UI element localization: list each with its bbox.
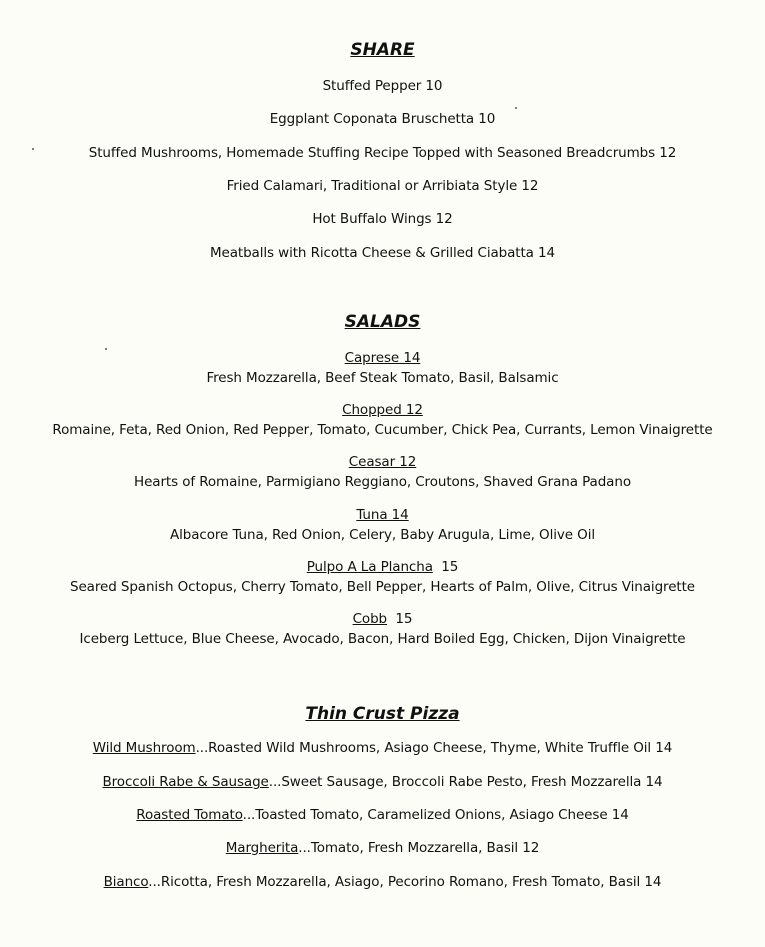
share-item-fried-calamari: Fried Calamari, Traditional or Arribiata Style 12 [226, 178, 539, 194]
pizza-name-roasted-tomato: Roasted Tomato [136, 807, 243, 823]
pizza-desc-bianco: ...Ricotta, Fresh Mozzarella, Asiago, Pecorino Romano, Fresh Tomato, Basil 14 [148, 874, 662, 890]
pizza-item-broccoli-rabe [0, 774, 765, 790]
pizza-desc-wild-mushroom: ...Roasted Wild Mushrooms, Asiago Cheese, Thyme, White Truffle Oil 14 [195, 740, 673, 756]
salad-name-tuna: Tuna 14 [356, 507, 409, 523]
share-item-stuffed-pepper: Stuffed Pepper 10 [322, 78, 443, 94]
salad-desc-chopped: Romaine, Feta, Red Onion, Red Pepper, Tomato, Cucumber, Chick Pea, Currants, Lemon Vinaigrette [52, 422, 713, 438]
pizza-desc-roasted-tomato: ...Toasted Tomato, Caramelized Onions, Asiago Cheese 14 [242, 807, 629, 823]
pizza-name-wild-mushroom: Wild Mushroom [92, 740, 196, 756]
scan-speck [32, 148, 34, 150]
salad-heading-pulpo [0, 559, 765, 575]
pizza-name-margherita: Margherita [225, 840, 299, 856]
salad-name-pulpo: Pulpo A La Plancha [306, 559, 433, 575]
share-item-stuffed-mushrooms: Stuffed Mushrooms, Homemade Stuffing Recipe Topped with Seasoned Breadcrumbs 12 [88, 145, 677, 161]
pizza-item-margherita [0, 840, 765, 856]
pizza-desc-broccoli-rabe: ...Sweet Sausage, Broccoli Rabe Pesto, Fresh Mozzarella 14 [268, 774, 663, 790]
salad-name-chopped: Chopped 12 [342, 402, 423, 418]
pizza-name-broccoli-rabe: Broccoli Rabe & Sausage [102, 774, 269, 790]
salad-name-caprese: Caprese 14 [344, 350, 421, 366]
salad-heading-cobb [0, 611, 765, 627]
salad-desc-tuna: Albacore Tuna, Red Onion, Celery, Baby Arugula, Lime, Olive Oil [169, 527, 595, 543]
scan-speck [515, 107, 517, 109]
share-item-meatballs: Meatballs with Ricotta Cheese & Grilled Ciabatta 14 [209, 245, 556, 261]
salads-section-title: SALADS [344, 312, 421, 332]
pizza-section-title: Thin Crust Pizza [305, 704, 460, 724]
pizza-desc-margherita: ...Tomato, Fresh Mozzarella, Basil 12 [298, 840, 540, 856]
share-item-buffalo-wings: Hot Buffalo Wings 12 [312, 211, 453, 227]
salad-name-ceasar: Ceasar 12 [348, 454, 417, 470]
salad-desc-caprese: Fresh Mozzarella, Beef Steak Tomato, Basil, Balsamic [206, 370, 559, 386]
pizza-name-bianco: Bianco [103, 874, 149, 890]
pizza-item-roasted-tomato [0, 807, 765, 823]
salad-desc-pulpo: Seared Spanish Octopus, Cherry Tomato, Bell Pepper, Hearts of Palm, Olive, Citrus Vinaigrette [69, 579, 695, 595]
share-item-eggplant-bruschetta: Eggplant Coponata Bruschetta 10 [269, 111, 496, 127]
share-section-title: SHARE [350, 40, 415, 60]
pizza-item-bianco [0, 874, 765, 890]
salad-desc-cobb: Iceberg Lettuce, Blue Cheese, Avocado, Bacon, Hard Boiled Egg, Chicken, Dijon Vinaigrette [79, 631, 686, 647]
scan-speck [105, 348, 107, 350]
salad-price-cobb: 15 [395, 611, 413, 627]
salad-desc-ceasar: Hearts of Romaine, Parmigiano Reggiano, Croutons, Shaved Grana Padano [134, 474, 631, 490]
pizza-item-wild-mushroom [0, 740, 765, 756]
salad-price-pulpo: 15 [441, 559, 459, 575]
salad-name-cobb: Cobb [352, 611, 388, 627]
